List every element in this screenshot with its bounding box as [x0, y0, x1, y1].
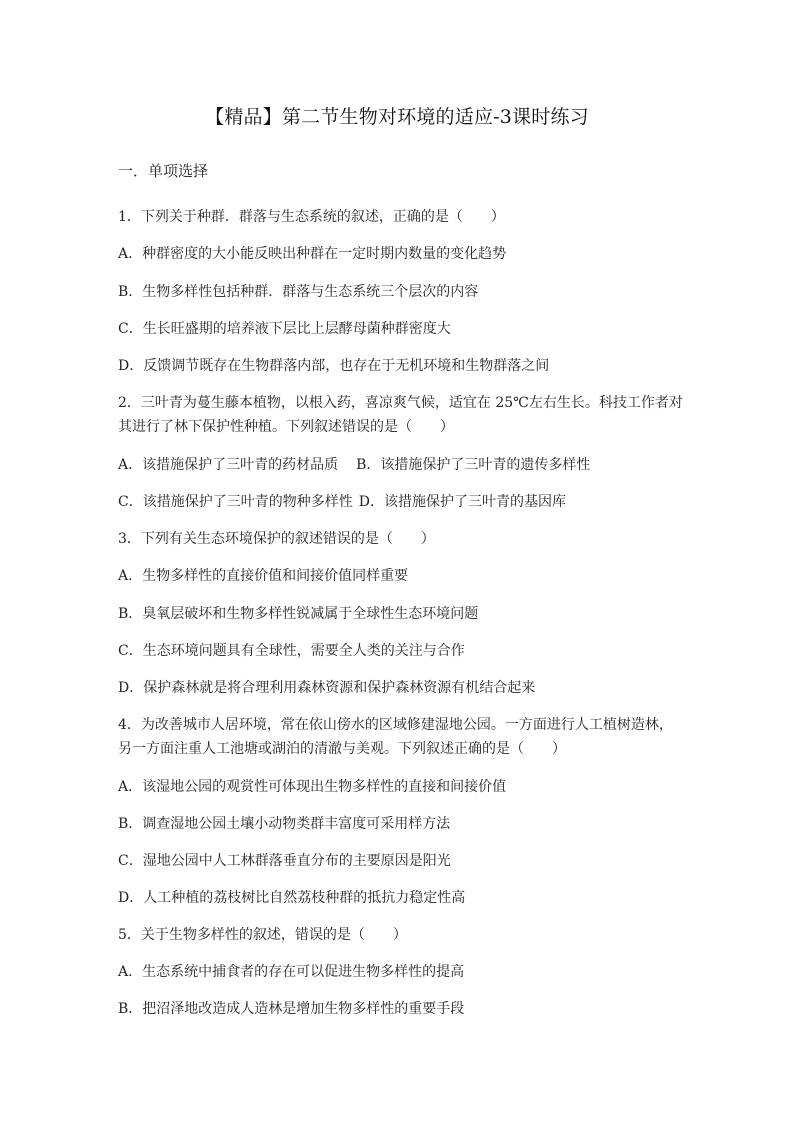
question-1-option-a: A．种群密度的大小能反映出种群在一定时期内数量的变化趋势: [118, 246, 507, 262]
question-2-option-a: A．该措施保护了三叶青的药材品质: [118, 457, 339, 473]
question-3-option-d: D．保护森林就是将合理利用森林资源和保护森林资源有机结合起来: [118, 680, 536, 696]
question-4-option-a: A．该湿地公园的观赏性可体现出生物多样性的直接和间接价值: [118, 779, 507, 795]
question-5-stem: 5．关于生物多样性的叙述，错误的是（ ）: [118, 927, 407, 943]
question-1-option-b: B．生物多样性包括种群．群落与生态系统三个层次的内容: [118, 284, 479, 300]
question-2-option-c: C．该措施保护了三叶青的物种多样性: [118, 494, 353, 510]
question-4-stem: 4．为改善城市人居环境，常在依山傍水的区域修建湿地公园。一方面进行人工植树造林，另一方面注重人工池塘或湖泊的清澈与美观。下列叙述正确的是（ ）: [118, 717, 673, 757]
question-3-option-b: B．臭氧层破坏和生物多样性锐减属于全球性生态环境问题: [118, 606, 479, 622]
question-5-option-b: B．把沼泽地改造成人造林是增加生物多样性的重要手段: [118, 1001, 465, 1017]
question-4-option-d: D．人工种植的荔枝树比自然荔枝种群的抵抗力稳定性高: [118, 890, 466, 906]
section-heading: 一．单项选择: [118, 162, 209, 180]
question-3-stem: 3．下列有关生态环境保护的叙述错误的是（ ）: [118, 531, 435, 547]
question-2-stem: 2．三叶青为蔓生藤本植物，以根入药，喜凉爽气候，适宜在 25℃左右生长。科技工作者对其进行了林下保护性种植。下列叙述错误的是（ ）: [118, 395, 683, 435]
question-2-options-row-1: [118, 453, 684, 477]
document-title: 【精品】第二节生物对环境的适应-3课时练习: [205, 106, 589, 128]
question-1-option-d: D．反馈调节既存在生物群落内部，也存在于无机环境和生物群落之间: [118, 358, 550, 374]
question-3-option-c: C．生态环境问题具有全球性，需要全人类的关注与合作: [118, 643, 465, 659]
question-2-option-b: B．该措施保护了三叶青的遗传多样性: [356, 457, 591, 473]
question-5-option-a: A．生态系统中捕食者的存在可以促进生物多样性的提高: [118, 964, 465, 980]
question-1-option-c: C．生长旺盛期的培养液下层比上层酵母菌种群密度大: [118, 321, 451, 337]
question-1-stem: 1．下列关于种群．群落与生态系统的叙述，正确的是（ ）: [118, 209, 505, 225]
question-4-option-b: B．调查湿地公园土壤小动物类群丰富度可采用样方法: [118, 816, 451, 832]
question-2-option-d: D．该措施保护了三叶青的基因库: [358, 494, 566, 510]
question-3-option-a: A．生物多样性的直接价值和间接价值同样重要: [118, 568, 409, 584]
question-2-options-row-2: [118, 490, 684, 514]
question-4-option-c: C．湿地公园中人工林群落垂直分布的主要原因是阳光: [118, 853, 451, 869]
